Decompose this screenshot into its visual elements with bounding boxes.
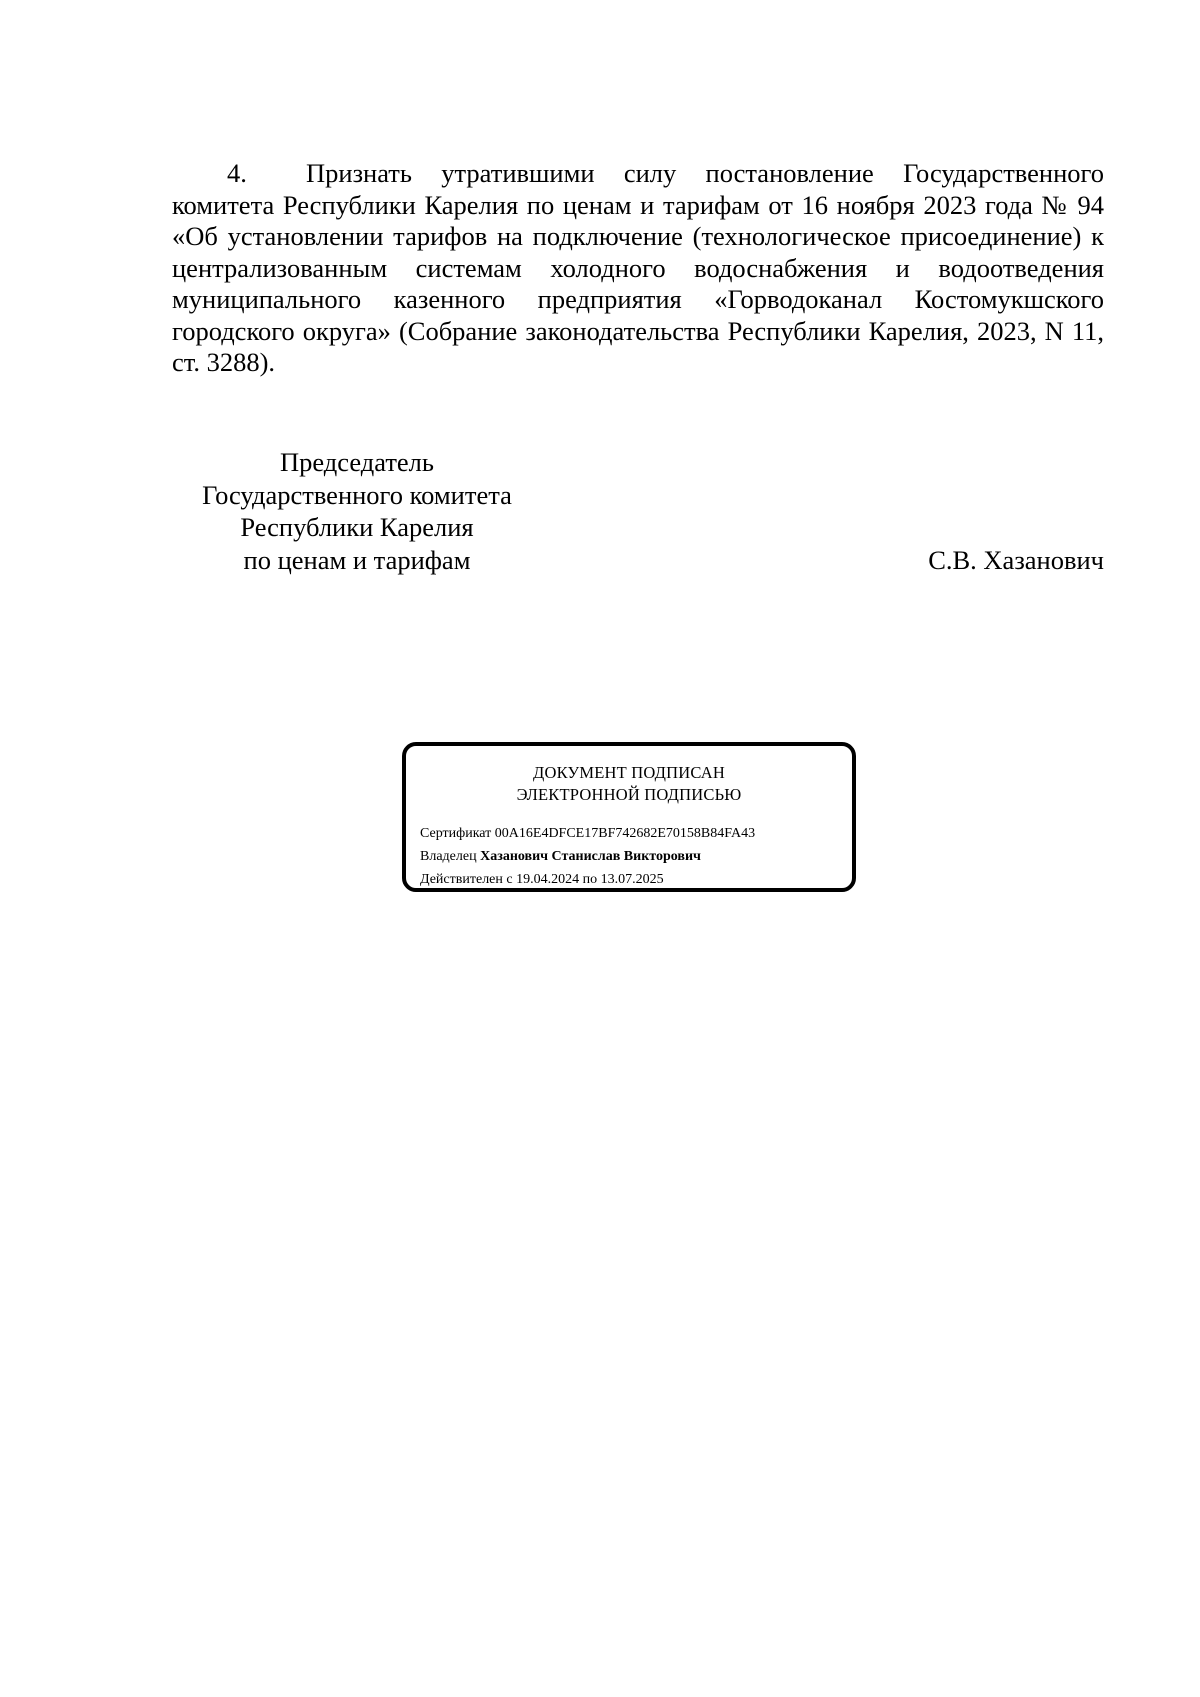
stamp-owner-row: [420, 845, 755, 868]
stamp-heading: [406, 762, 852, 806]
item-paragraph: [172, 158, 1104, 379]
signer-position-line: Председатель: [280, 447, 434, 477]
owner-label: Владелец: [420, 849, 477, 864]
valid-label: Действителен с: [420, 872, 513, 887]
stamp-heading-line1: ДОКУМЕНТ ПОДПИСАН: [533, 763, 725, 782]
signer-position: [172, 446, 542, 576]
electronic-signature-stamp: [402, 742, 856, 892]
valid-to-label: по: [582, 872, 598, 887]
signer-name: С.В. Хазанович: [928, 544, 1104, 575]
owner-value: Хазанович Станислав Викторович: [480, 849, 701, 864]
stamp-heading-line2: ЭЛЕКТРОННОЙ ПОДПИСЬЮ: [516, 785, 742, 804]
item-text: Признать утратившими силу постановление Государственного комитета Республики Карелия по ценам и тарифам от 16 ноября 2023 года № 94 «Об установлении тарифов на подключение (технологическое присоединение) к централизованным системам холодного водоснабжения и водоотведения муниципального казенного предприятия «Горводоканал Костомукшского городского округа» (Собрание законодательства Республики Карелия, 2023, N 11, ст. 3288).: [172, 158, 1104, 377]
stamp-validity-row: [420, 868, 755, 891]
stamp-details: [420, 822, 755, 891]
signer-position-line: Государственного комитета: [202, 479, 512, 510]
signer-position-line: Республики Карелия: [240, 512, 474, 542]
item-number: 4.: [227, 158, 247, 188]
stamp-certificate-row: [420, 822, 755, 845]
valid-to: 13.07.2025: [600, 872, 664, 887]
certificate-value: 00A16E4DFCE17BF742682E70158B84FA43: [494, 826, 756, 841]
valid-from: 19.04.2024: [516, 872, 580, 887]
signer-position-line: по ценам и тарифам: [243, 544, 471, 575]
certificate-label: Сертификат: [420, 826, 492, 841]
